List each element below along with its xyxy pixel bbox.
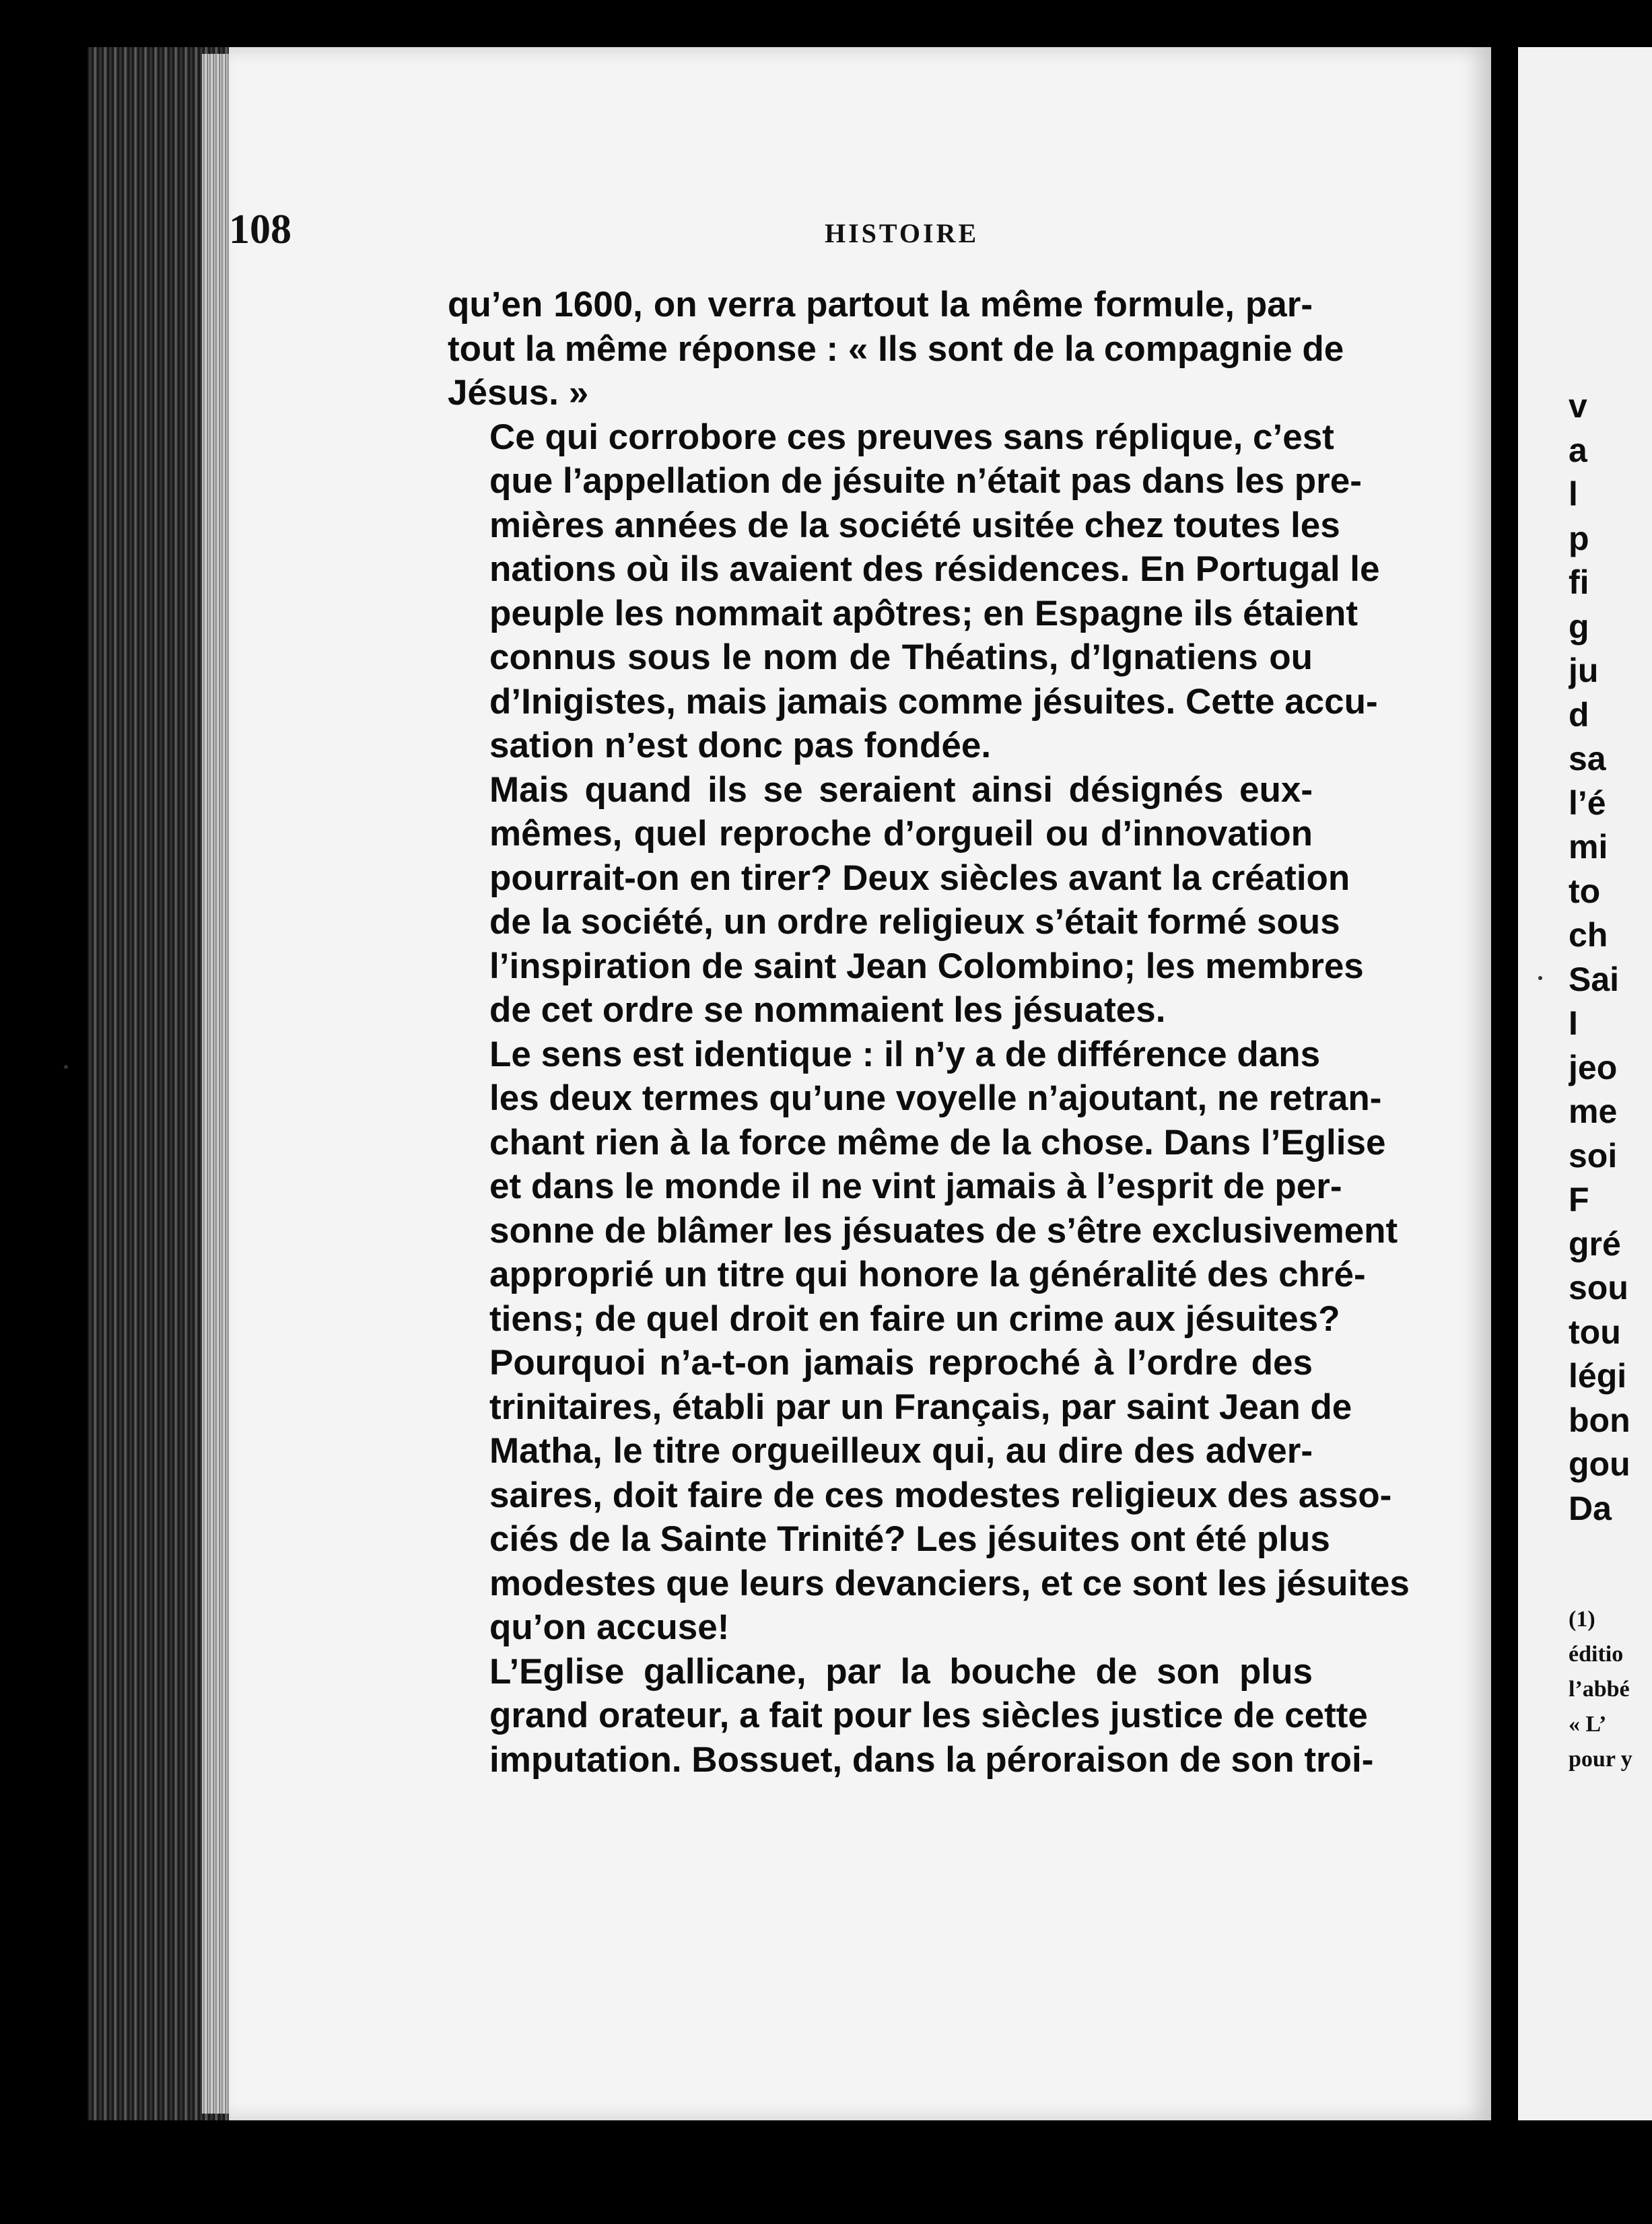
facing-footnote-fragment: pour y bbox=[1569, 1747, 1632, 1772]
text-line: nations où ils avaient des résidences. En Portugal le bbox=[489, 549, 1380, 589]
paragraph bbox=[448, 1033, 1410, 1650]
paragraph bbox=[448, 415, 1380, 768]
text-line: chant rien à la force même de la chose. Dans l’Eglise bbox=[489, 1122, 1386, 1162]
facing-footnote-fragment: (1) bbox=[1569, 1607, 1595, 1632]
text-line: d’Inigistes, mais jamais comme jésuites. Cette accu- bbox=[489, 681, 1378, 722]
text-line: Le sens est identique : il n’y a de différence dans bbox=[489, 1034, 1321, 1074]
facing-line-fragment: to bbox=[1569, 872, 1601, 910]
text-line: qu’en 1600, on verra partout la même formule, par- bbox=[448, 285, 1313, 324]
text-line: qu’on accuse! bbox=[489, 1607, 730, 1647]
text-line: de cet ordre se nommaient les jésuates. bbox=[489, 990, 1166, 1030]
facing-footnote-fragment: l’abbé bbox=[1569, 1677, 1630, 1702]
facing-page-text bbox=[1569, 296, 1652, 1531]
facing-line-fragment: jeo bbox=[1569, 1048, 1618, 1086]
facing-line-fragment: soi bbox=[1569, 1136, 1618, 1175]
text-line: Matha, le titre orgueilleux qui, au dire des adver- bbox=[489, 1431, 1313, 1471]
paragraph bbox=[448, 1650, 1374, 1782]
text-line: imputation. Bossuet, dans la péroraison de son troi- bbox=[489, 1739, 1374, 1780]
text-line: Mais quand ils se seraient ainsi désignés eux- bbox=[489, 769, 1313, 810]
facing-line-fragment: tou bbox=[1569, 1313, 1621, 1351]
body-text bbox=[448, 283, 1410, 1782]
facing-line-fragment: gou bbox=[1569, 1445, 1630, 1483]
facing-line-fragment: me bbox=[1569, 1092, 1618, 1130]
facing-line-fragment: l bbox=[1569, 475, 1578, 513]
facing-line-fragment: gré bbox=[1569, 1224, 1621, 1263]
facing-line-fragment: d bbox=[1569, 695, 1589, 734]
facing-page-footnotes bbox=[1569, 1602, 1652, 1777]
paragraph bbox=[448, 283, 1344, 415]
facing-footnote-fragment: éditio bbox=[1569, 1642, 1624, 1667]
text-line: tout la même réponse : « Ils sont de la compagnie de bbox=[448, 328, 1344, 369]
text-line: tiens; de quel droit en faire un crime aux jésuites? bbox=[489, 1298, 1340, 1339]
text-line: de la société, un ordre religieux s’était formé sous bbox=[489, 902, 1340, 942]
text-line: ciés de la Sainte Trinité? Les jésuites ont été plus bbox=[489, 1519, 1330, 1559]
facing-line-fragment: ch bbox=[1569, 916, 1608, 954]
text-line: trinitaires, établi par un Français, par saint Jean de bbox=[489, 1387, 1352, 1427]
text-line: Ce qui corrobore ces preuves sans réplique, c’est bbox=[489, 417, 1334, 457]
facing-line-fragment: l’é bbox=[1569, 784, 1606, 822]
text-line: les deux termes qu’une voyelle n’ajoutant, ne retran- bbox=[489, 1078, 1382, 1118]
page-number: 108 bbox=[229, 207, 291, 252]
text-line: sonne de blâmer les jésuates de s’être exclusivement bbox=[489, 1210, 1398, 1251]
text-line: pourrait-on en tirer? Deux siècles avant la création bbox=[489, 858, 1350, 898]
facing-line-fragment: ju bbox=[1569, 652, 1599, 689]
facing-line-fragment: fi bbox=[1569, 563, 1589, 601]
text-line: sation n’est donc pas fondée. bbox=[489, 726, 992, 765]
text-line: que l’appellation de jésuite n’était pas dans les pre- bbox=[489, 461, 1362, 501]
text-line: Pourquoi n’a-t-on jamais reproché à l’ordre des bbox=[489, 1343, 1313, 1383]
text-line: modestes que leurs devanciers, et ce sont les jésuites bbox=[489, 1563, 1410, 1603]
text-line: peuple les nommait apôtres; en Espagne ils étaient bbox=[489, 593, 1358, 633]
facing-line-fragment: Sai bbox=[1569, 960, 1620, 998]
paragraph bbox=[448, 768, 1364, 1033]
speck bbox=[64, 1065, 68, 1069]
text-line: Jésus. » bbox=[448, 373, 589, 413]
text-line: mières années de la société usitée chez toutes les bbox=[489, 505, 1340, 545]
running-head: HISTOIRE bbox=[825, 218, 979, 248]
facing-line-fragment: sou bbox=[1569, 1269, 1628, 1307]
facing-line-fragment: v bbox=[1569, 387, 1587, 425]
facing-line-fragment: bon bbox=[1569, 1401, 1630, 1439]
text-line: saires, doit faire de ces modestes religieux des asso- bbox=[489, 1475, 1392, 1515]
facing-footnote-fragment: « L’ bbox=[1569, 1712, 1607, 1737]
facing-line-fragment: légi bbox=[1569, 1357, 1627, 1395]
text-line: l’inspiration de saint Jean Colombino; les membres bbox=[489, 946, 1364, 986]
facing-line-fragment bbox=[1569, 296, 1652, 341]
facing-line-fragment: a bbox=[1569, 431, 1587, 469]
text-line: et dans le monde il ne vint jamais à l’esprit de per- bbox=[489, 1167, 1342, 1206]
text-line: mêmes, quel reproche d’orgueil ou d’innovation bbox=[489, 814, 1313, 854]
facing-line-fragment: g bbox=[1569, 607, 1589, 646]
facing-line-fragment: I bbox=[1569, 1004, 1578, 1042]
text-line: connus sous le nom de Théatins, d’Ignatiens ou bbox=[489, 637, 1313, 677]
facing-line-fragment: Da bbox=[1569, 1489, 1612, 1527]
speck bbox=[1538, 976, 1542, 980]
text-line: approprié un titre qui honore la généralité des chré- bbox=[489, 1255, 1366, 1294]
facing-line-fragment: p bbox=[1569, 519, 1589, 557]
facing-line-fragment: mi bbox=[1569, 828, 1608, 866]
text-line: grand orateur, a fait pour les siècles justice de cette bbox=[489, 1696, 1368, 1735]
facing-line-fragment: sa bbox=[1569, 740, 1606, 777]
facing-line-fragment bbox=[1569, 341, 1652, 385]
facing-line-fragment: F bbox=[1569, 1181, 1589, 1218]
text-line: L’Eglise gallicane, par la bouche de son plus bbox=[489, 1651, 1313, 1692]
